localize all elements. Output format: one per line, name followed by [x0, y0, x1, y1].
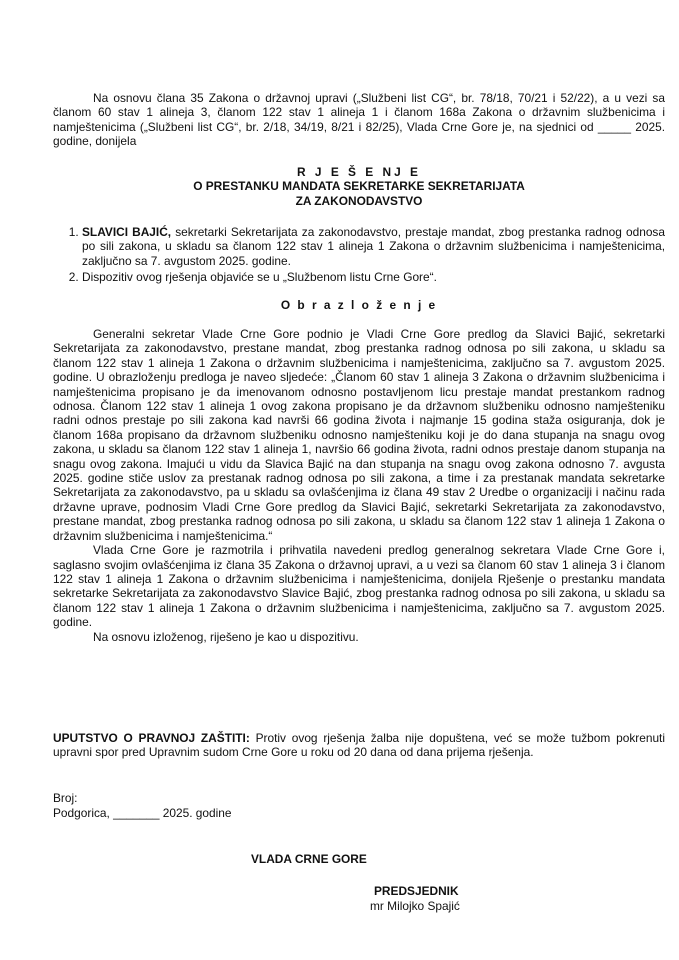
dispositive-item-2	[82, 270, 665, 284]
title-line-1: R J E Š E NJ E	[297, 165, 421, 179]
legal-remedy-label: UPUTSTVO O PRAVNOJ ZAŠTITI:	[53, 731, 250, 745]
decision-title	[53, 165, 665, 208]
dispositive-item-1-text: sekretarki Sekretarijata za zakonodavstvo, prestaje mandat, zbog prestanka radnog odnosa po sili zakona, u skladu sa članom 122 stav 1 alineja 1 Zakona o državnim službenicima i namještenicima, zaključno sa 7. avgustom 2025. godine.	[82, 225, 665, 268]
title-line-3: ZA ZAKONODAVSTVO	[295, 193, 423, 208]
preamble: Na osnovu člana 35 Zakona o državnoj upravi („Službeni list CG“, br. 78/18, 70/21 i 52/22), a u vezi sa članom 60 stav 1 alineja 3, članom 122 stav 1 alineja 1 i članom 168a Zakona o državnim službenicima i namještenicima („Službeni list CG“, br. 2/18, 34/19, 8/21 i 82/25), Vlada Crne Gore je, na sjednici od _____ 2025. godine, donijela	[53, 91, 665, 149]
dispositive-item-1-name: SLAVICI BAJIĆ,	[82, 225, 172, 239]
reasoning-paragraph-1: Generalni sekretar Vlade Crne Gore podnio je Vladi Crne Gore predlog da Slavici Bajić, sekretarki Sekretarijata za zakonodavstvo, prestane mandat, zbog prestanka radnog odnosa po sili zakona, u skladu sa članom 122 stav 1 alineja 1 Zakona o državnim službenicima i namještenicima, zaključno sa 7. avgustom 2025. godine. U obrazloženju predloga je naveo sljedeće: „Članom 60 stav 1 alineja 3 Zakona o državnim službenicima i namještenicima propisano je da imenovanom odnosno postavljenom licu prestaje mandat prestankom radnog odnosa. Članom 122 stav 1 alineja 1 ovog zakona propisano je da državnom službeniku odnosno namješteniku radni odnos prestaje po sili zakona kad navrši 66 godina života i najmanje 15 godina staža osiguranja, dok je članom 168a propisano da državnom službeniku odnosno namješteniku koji je do dana stupanja na snagu ovog zakona, u skladu sa članom 122 stav 1 alineja 1, navršio 66 godina života, radni odnos prestaje danom stupanja na snagu ovog zakona. Imajući u vidu da Slavica Bajić na dan stupanja na snagu ovog zakona odnosno 7. avgusta 2025. godine stiče uslov za prestanak radnog odnosa po sili zakona, a time i za prestanak mandata sekretarke Sekretarijata za zakonodavstvo, pa u skladu sa ovlašćenjima iz člana 49 stav 2 Uredbe o organizaciji i načinu rada državne uprave, podnosim Vladi Crne Gore predlog da Slavici Bajić, sekretarki Sekretarijata za zakonodavstvo, prestane mandat, zbog prestanka radnog odnosa po sili zakona, u skladu sa članom 122 stav 1 alineja 1 Zakona o državnim službenicima i namještenicima.“	[53, 327, 665, 543]
reasoning-paragraph-3: Na osnovu izloženog, riješeno je kao u dispozitivu.	[93, 629, 359, 644]
place-date: Podgorica, _______ 2025. godine	[53, 806, 232, 820]
dispositive-item-2-text: Dispozitiv ovog rješenja objaviće se u „Službenom listu Crne Gore“.	[82, 270, 437, 285]
signatory-title: PREDSJEDNIK	[374, 884, 459, 898]
reasoning-heading: O b r a z l o ž e n j e	[280, 298, 438, 312]
legal-remedy	[53, 731, 665, 760]
signatory-name: mr Milojko Spajić	[370, 899, 460, 913]
dispositive-item-1	[82, 225, 665, 268]
legal-remedy-text: Protiv ovog rješenja žalba nije dopuštena, već se može tužbom pokrenuti upravni spor pred Upravnim sudom Crne Gore u roku od 20 dana od dana prijema rješenja.	[53, 731, 666, 760]
reasoning-paragraph-2: Vlada Crne Gore je razmotrila i prihvatila navedeni predlog generalnog sekretara Vlade Crne Gore i, saglasno svojim ovlašćenjima iz člana 35 Zakona o državnoj upravi, a u vezi sa članom 60 stav 1 alineja 3 i članom 122 stav 1 alineja 1 Zakona o državnim službenicima i namještenicima, donijela Rješenje o prestanku mandata sekretarke Sekretarijata za zakonodavstvo Slavice Bajić, zbog prestanka radnog odnosa po sili zakona, u skladu sa članom 122 stav 1 alineja 1 Zakona o državnim službenicima i namještenicima, zaključno sa 7. avgustom 2025. godine.	[53, 543, 665, 630]
dispositive-list	[37, 225, 665, 285]
document-number: Broj:	[53, 791, 78, 805]
title-line-2: O PRESTANKU MANDATA SEKRETARKE SEKRETARIJATA	[193, 179, 525, 194]
government-name: VLADA CRNE GORE	[251, 852, 367, 866]
reasoning	[53, 327, 665, 644]
